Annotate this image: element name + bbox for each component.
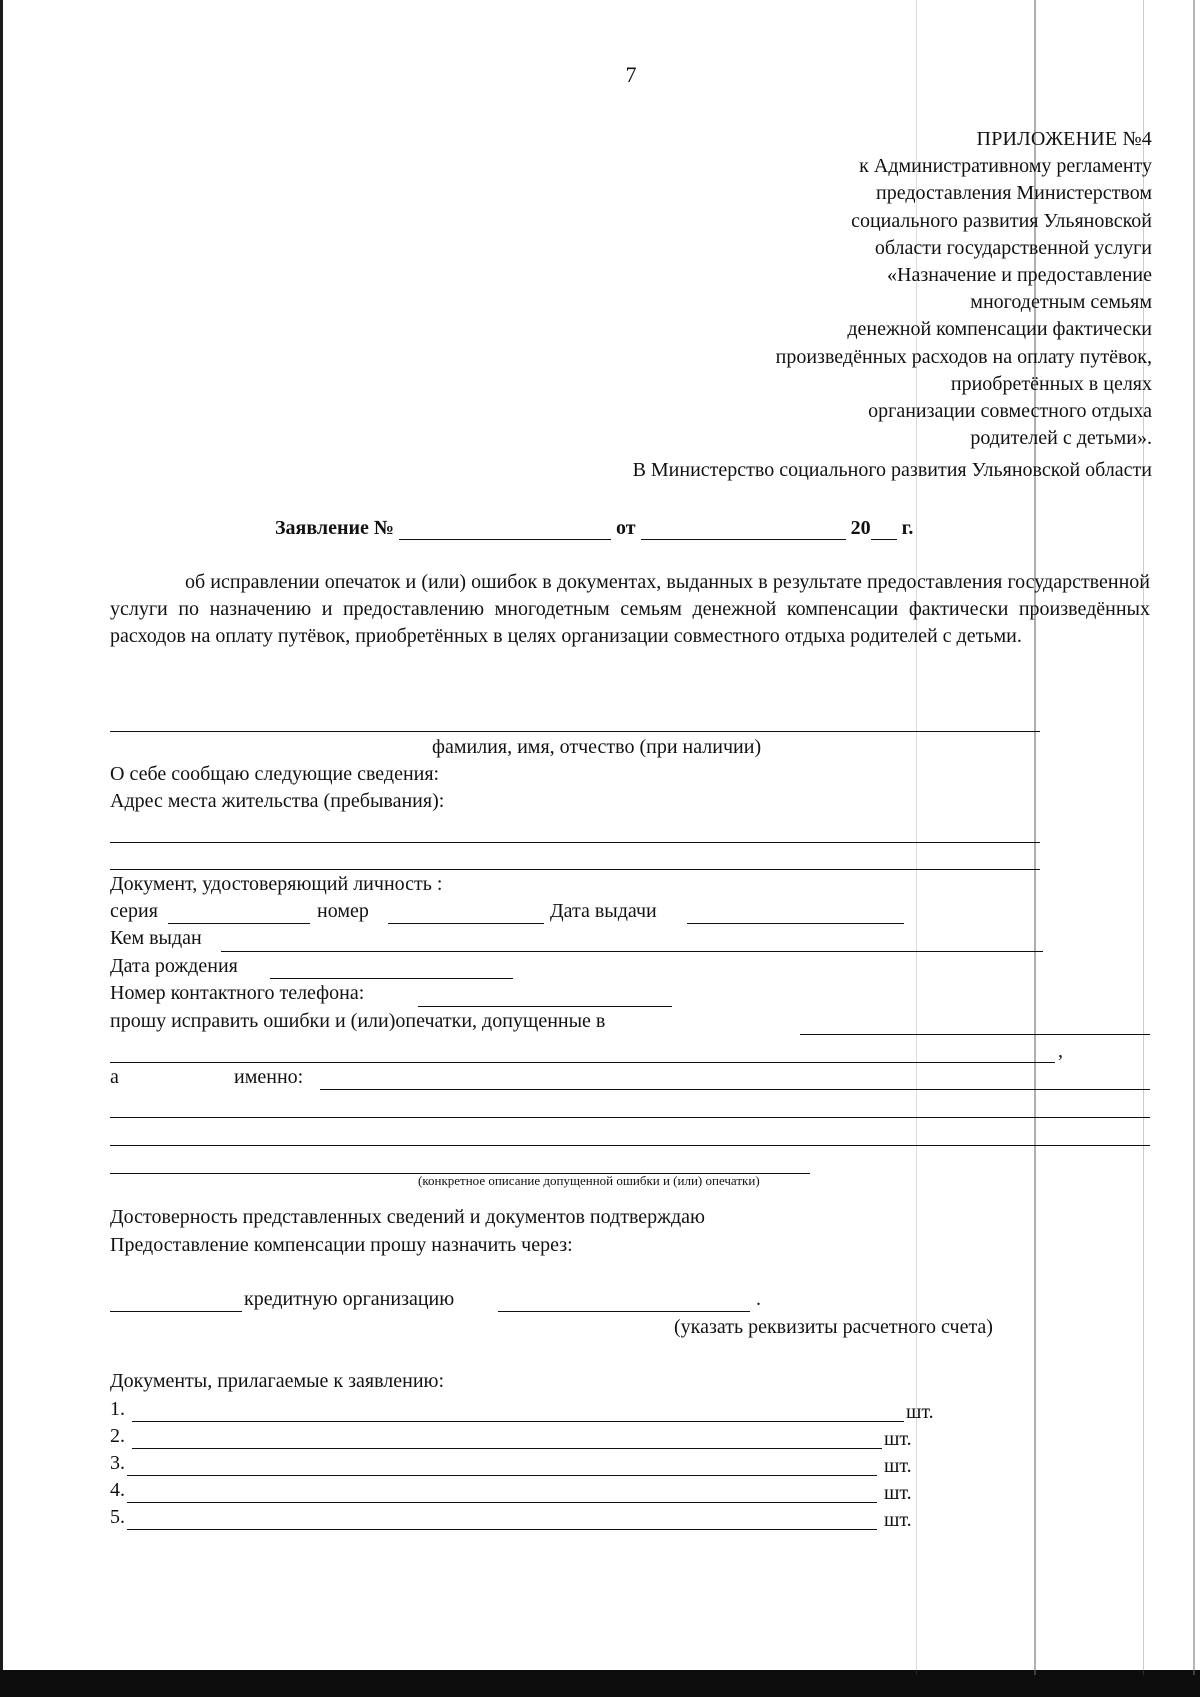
address-field-line[interactable] [110, 869, 1040, 870]
appendix-line: произведённых расходов на оплату путёвок, [775, 345, 1152, 368]
appendix-title: ПРИЛОЖЕНИЕ №4 [976, 128, 1152, 150]
error-description-field[interactable] [110, 1117, 1150, 1118]
series-field[interactable] [168, 923, 310, 924]
attachment-num: 1. [110, 1398, 125, 1420]
address-field-line[interactable] [110, 842, 1040, 843]
attachment-field[interactable] [127, 1502, 877, 1503]
credit-org-checkbox-field[interactable] [110, 1311, 242, 1312]
error-description-caption: (конкретное описание допущенной ошибки и (или) опечатки) [418, 1173, 760, 1188]
appendix-line: организации совместного отдыха [868, 400, 1152, 423]
series-label: серия [110, 900, 158, 922]
scan-edge-left [0, 0, 3, 1675]
issued-by-label: Кем выдан [110, 927, 202, 949]
scan-edge-bottom [0, 1670, 1200, 1697]
account-details-caption: (указать реквизиты расчетного счета) [674, 1316, 993, 1338]
credit-org-field[interactable] [498, 1311, 750, 1312]
application-purpose: об исправлении опечаток и (или) ошибок в документах, выданных в результате предоставления государственной услуги по назначению и предоставлению многодетным семьям денежной компенсации фактически произведённых расходов на оплату путёвок, приобретённых в целях организации совместного отдыха родителей с детьми. [110, 571, 1150, 647]
attachment-field[interactable] [127, 1475, 877, 1476]
application-title [275, 517, 913, 540]
namely-a: а [110, 1066, 119, 1088]
compensation-label: Предоставление компенсации прошу назначить через: [110, 1234, 573, 1256]
address-label: Адрес места жительства (пребывания): [110, 790, 445, 812]
fio-caption: фамилия, имя, отчество (при наличии) [432, 736, 762, 758]
attachment-unit: шт. [906, 1401, 934, 1423]
attachment-field[interactable] [127, 1529, 877, 1530]
confirmation-statement: Достоверность представленных сведений и документов подтверждаю [110, 1206, 705, 1228]
attachment-num: 4. [110, 1479, 125, 1501]
issued-by-field[interactable] [221, 951, 1043, 952]
appendix-line: многодетным семьям [970, 291, 1152, 314]
application-year-field[interactable] [871, 520, 897, 540]
attachment-unit: шт. [884, 1428, 912, 1450]
request-comma: , [1058, 1040, 1063, 1062]
attachment-num: 5. [110, 1506, 125, 1528]
birth-date-field[interactable] [270, 978, 513, 979]
birth-date-label: Дата рождения [110, 955, 238, 977]
appendix-line: денежной компенсации фактически [847, 318, 1152, 341]
issue-date-label: Дата выдачи [550, 900, 657, 922]
number-field[interactable] [388, 923, 544, 924]
appendix-header [776, 126, 1152, 452]
appendix-line: «Назначение и предоставление [887, 264, 1152, 287]
attachment-num: 3. [110, 1452, 125, 1474]
issue-date-field[interactable] [687, 923, 904, 924]
application-year-prefix: 20 [850, 517, 871, 539]
request-document-field[interactable] [800, 1034, 1150, 1035]
id-document-label: Документ, удостоверяющий личность : [110, 873, 443, 895]
appendix-line: предоставления Министерством [876, 182, 1152, 205]
phone-label: Номер контактного телефона: [110, 982, 365, 1004]
attachment-field[interactable] [132, 1448, 882, 1449]
appendix-line: области государственной услуги [874, 236, 1152, 259]
application-year-suffix: г. [901, 517, 914, 539]
scan-fold-line [1193, 0, 1195, 1675]
addressee: В Министерство социального развития Ульяновской области [632, 459, 1152, 481]
credit-org-label: кредитную организацию [244, 1288, 455, 1310]
page-number: 7 [625, 62, 637, 87]
request-label: прошу исправить ошибки и (или)опечатки, допущенные в [110, 1010, 606, 1032]
attachment-unit: шт. [884, 1482, 912, 1504]
number-label: номер [317, 900, 369, 922]
application-date-field[interactable] [641, 520, 846, 540]
fio-field[interactable] [110, 731, 1040, 732]
attachment-num: 2. [110, 1425, 125, 1447]
appendix-line: родителей с детьми». [970, 427, 1152, 450]
application-label: Заявление № [275, 517, 395, 539]
error-description-field[interactable] [110, 1145, 1150, 1146]
attachment-unit: шт. [884, 1455, 912, 1477]
error-description-field[interactable] [320, 1089, 1150, 1090]
appendix-line: к Административному регламенту [859, 155, 1152, 178]
application-number-field[interactable] [399, 520, 611, 540]
attachment-field[interactable] [132, 1421, 904, 1422]
appendix-line: социального развития Ульяновской [851, 209, 1152, 232]
about-self-label: О себе сообщаю следующие сведения: [110, 763, 440, 785]
credit-org-dot: . [756, 1288, 761, 1310]
namely-label: именно: [234, 1066, 304, 1088]
phone-field[interactable] [418, 1006, 672, 1007]
application-from-label: от [616, 517, 636, 539]
request-document-field[interactable] [110, 1062, 1055, 1063]
appendix-line: приобретённых в целях [950, 372, 1152, 395]
attachments-title: Документы, прилагаемые к заявлению: [110, 1370, 445, 1392]
attachment-unit: шт. [884, 1509, 912, 1531]
